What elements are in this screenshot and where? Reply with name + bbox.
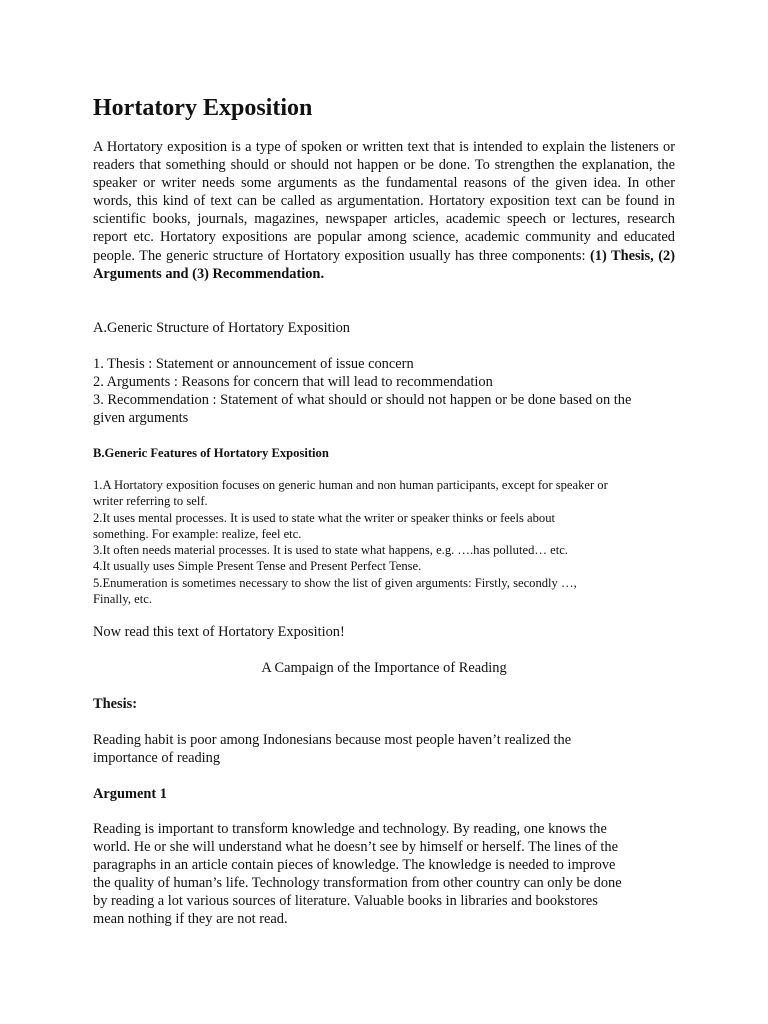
intro-paragraph — [93, 138, 675, 283]
section-a-heading: A.Generic Structure of Hortatory Exposition — [93, 320, 350, 336]
feature-line: 1.A Hortatory exposition focuses on generic human and non human participants, except for speaker or — [93, 478, 608, 492]
argument-1-line: world. He or she will understand what he doesn’t see by himself or herself. The lines of the — [93, 839, 618, 855]
thesis-line: importance of reading — [93, 750, 221, 766]
structure-item: 2. Arguments : Reasons for concern that will lead to recommendation — [93, 374, 493, 390]
feature-line: Finally, etc. — [93, 592, 152, 606]
document-title: Hortatory Exposition — [93, 95, 313, 121]
feature-line: 4.It usually uses Simple Present Tense and Present Perfect Tense. — [93, 559, 422, 573]
argument-1-line: by reading a lot various sources of literature. Valuable books in libraries and bookstores — [93, 893, 598, 909]
section-b-heading: B.Generic Features of Hortatory Exposition — [93, 446, 329, 460]
argument-1-line: mean nothing if they are not read. — [93, 911, 288, 927]
now-read-line: Now read this text of Hortatory Exposition! — [93, 624, 345, 640]
feature-line: 2.It uses mental processes. It is used to state what the writer or speaker thinks or feels about — [93, 511, 555, 525]
thesis-line: Reading habit is poor among Indonesians because most people haven’t realized the — [93, 732, 572, 748]
structure-item: 1. Thesis : Statement or announcement of issue concern — [93, 356, 414, 372]
text-title: A Campaign of the Importance of Reading — [261, 660, 507, 676]
argument-1-line: Reading is important to transform knowledge and technology. By reading, one knows the — [93, 821, 607, 837]
feature-line: 5.Enumeration is sometimes necessary to show the list of given arguments: Firstly, secondly …, — [93, 576, 577, 590]
feature-line: 3.It often needs material processes. It is used to state what happens, e.g. ….has polluted… etc. — [93, 543, 568, 557]
argument-1-line: paragraphs in an article contain pieces of knowledge. The knowledge is needed to improve — [93, 857, 616, 873]
thesis-heading: Thesis: — [93, 696, 137, 712]
feature-line: writer referring to self. — [93, 494, 208, 508]
intro-components: (1) Thesis, (2) Arguments and (3) Recommendation. — [93, 247, 676, 282]
structure-item: given arguments — [93, 410, 189, 426]
feature-line: something. For example: realize, feel etc. — [93, 527, 302, 541]
argument-1-line: the quality of human’s life. Technology transformation from other country can only be done — [93, 875, 622, 891]
structure-item: 3. Recommendation : Statement of what should or should not happen or be done based on the — [93, 392, 632, 408]
intro-text: A Hortatory exposition is a type of spoken or written text that is intended to explain the listeners or readers that something should or should not happen or be done. To strengthen the explanation, the speaker or writer needs some arguments as the fundamental reasons of the given idea. In other words, this kind of text can be called as argumentation. Hortatory exposition text can be found in scientific books, journals, magazines, newspaper articles, academic speech or lectures, research report etc. Hortatory expositions are popular among science, academic community and educated people. The generic structure of Hortatory exposition usually has three components: — [93, 139, 675, 264]
argument-1-heading: Argument 1 — [93, 786, 167, 802]
